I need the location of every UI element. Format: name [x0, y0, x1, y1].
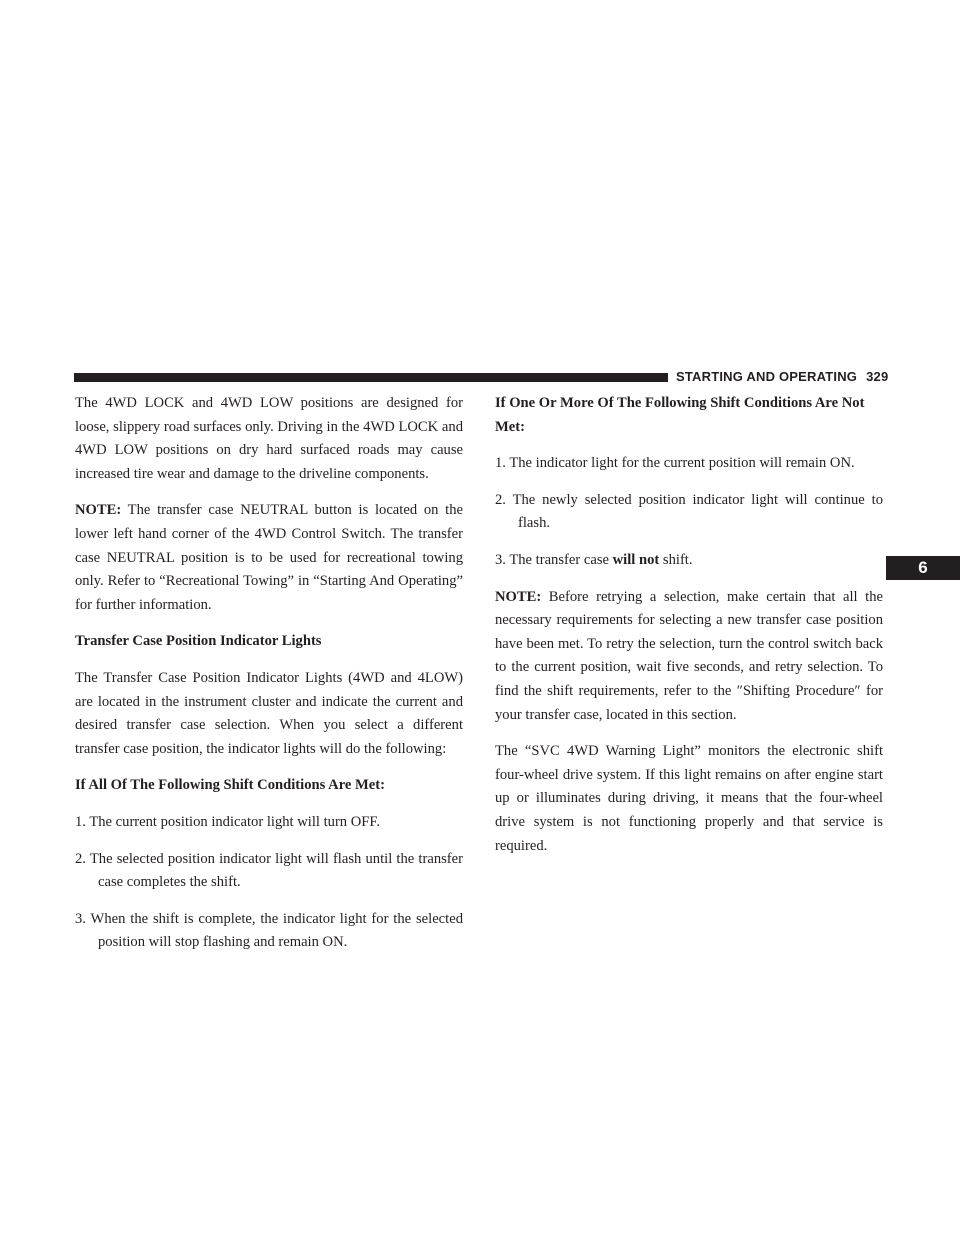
running-header: [676, 369, 888, 385]
item-prefix: 3. The transfer case: [495, 551, 613, 568]
page-number: 329: [866, 369, 889, 384]
heading-indicator-lights: Transfer Case Position Indicator Lights: [75, 633, 322, 650]
list-item: 1. The current position indicator light will turn OFF.: [75, 813, 381, 830]
left-column: [75, 392, 463, 968]
list-item: 2. The selected position indicator light will flash until the transfer case completes the shift.: [75, 850, 463, 891]
list-item: 3. When the shift is complete, the indicator light for the selected position will stop flashing and remain ON.: [75, 910, 463, 951]
list-item: 1. The indicator light for the current position will remain ON.: [495, 455, 855, 472]
list-item: [495, 549, 883, 573]
heading-conditions-not-met: If One Or More Of The Following Shift Conditions Are Not Met:: [495, 395, 865, 435]
heading-conditions-met: If All Of The Following Shift Conditions Are Met:: [75, 777, 386, 794]
note-text: Before retrying a selection, make certain that all the necessary requirements for selecting a new transfer case position have been met. To retry the selection, turn the control switch back to the current position, wait five seconds, and retry selection. To find the shift requirements, refer to the ″Shifting Procedure″ for your transfer case, located in this section.: [495, 588, 883, 723]
note-label: NOTE:: [75, 502, 122, 519]
right-column: [495, 392, 883, 871]
item-suffix: shift.: [659, 551, 693, 568]
chapter-tab: 6: [886, 556, 960, 580]
intro-paragraph: The 4WD LOCK and 4WD LOW positions are designed for loose, slippery road surfaces only. Driving in the 4WD LOCK and 4WD LOW positions on dry hard surfaced roads may cause increased tire wear and damage to the driveline components.: [75, 395, 463, 482]
header-rule: [74, 373, 668, 382]
section-title: STARTING AND OPERATING: [676, 369, 858, 384]
list-item: 2. The newly selected position indicator light will continue to flash.: [495, 491, 883, 532]
note-neutral: [75, 499, 463, 617]
note-label: NOTE:: [495, 588, 542, 605]
note-text: The transfer case NEUTRAL button is located on the lower left hand corner of the 4WD Control Switch. The transfer case NEUTRAL position is to be used for recreational towing only. Refer to “Recreational Towing” in “Starting And Operating” for further information.: [75, 502, 463, 613]
note-retry: [495, 586, 883, 728]
indicator-lights-paragraph: The Transfer Case Position Indicator Lights (4WD and 4LOW) are located in the instrument cluster and indicate the current and desired transfer case selection. When you select a different transfer case position, the indicator lights will do the following:: [75, 669, 463, 757]
item-emphasis: will not: [612, 551, 660, 568]
warning-light-paragraph: The “SVC 4WD Warning Light” monitors the electronic shift four-wheel drive system. If this light remains on after engine start up or illuminates during driving, it means that the four-wheel drive system is not functioning properly and that service is required.: [495, 743, 883, 854]
